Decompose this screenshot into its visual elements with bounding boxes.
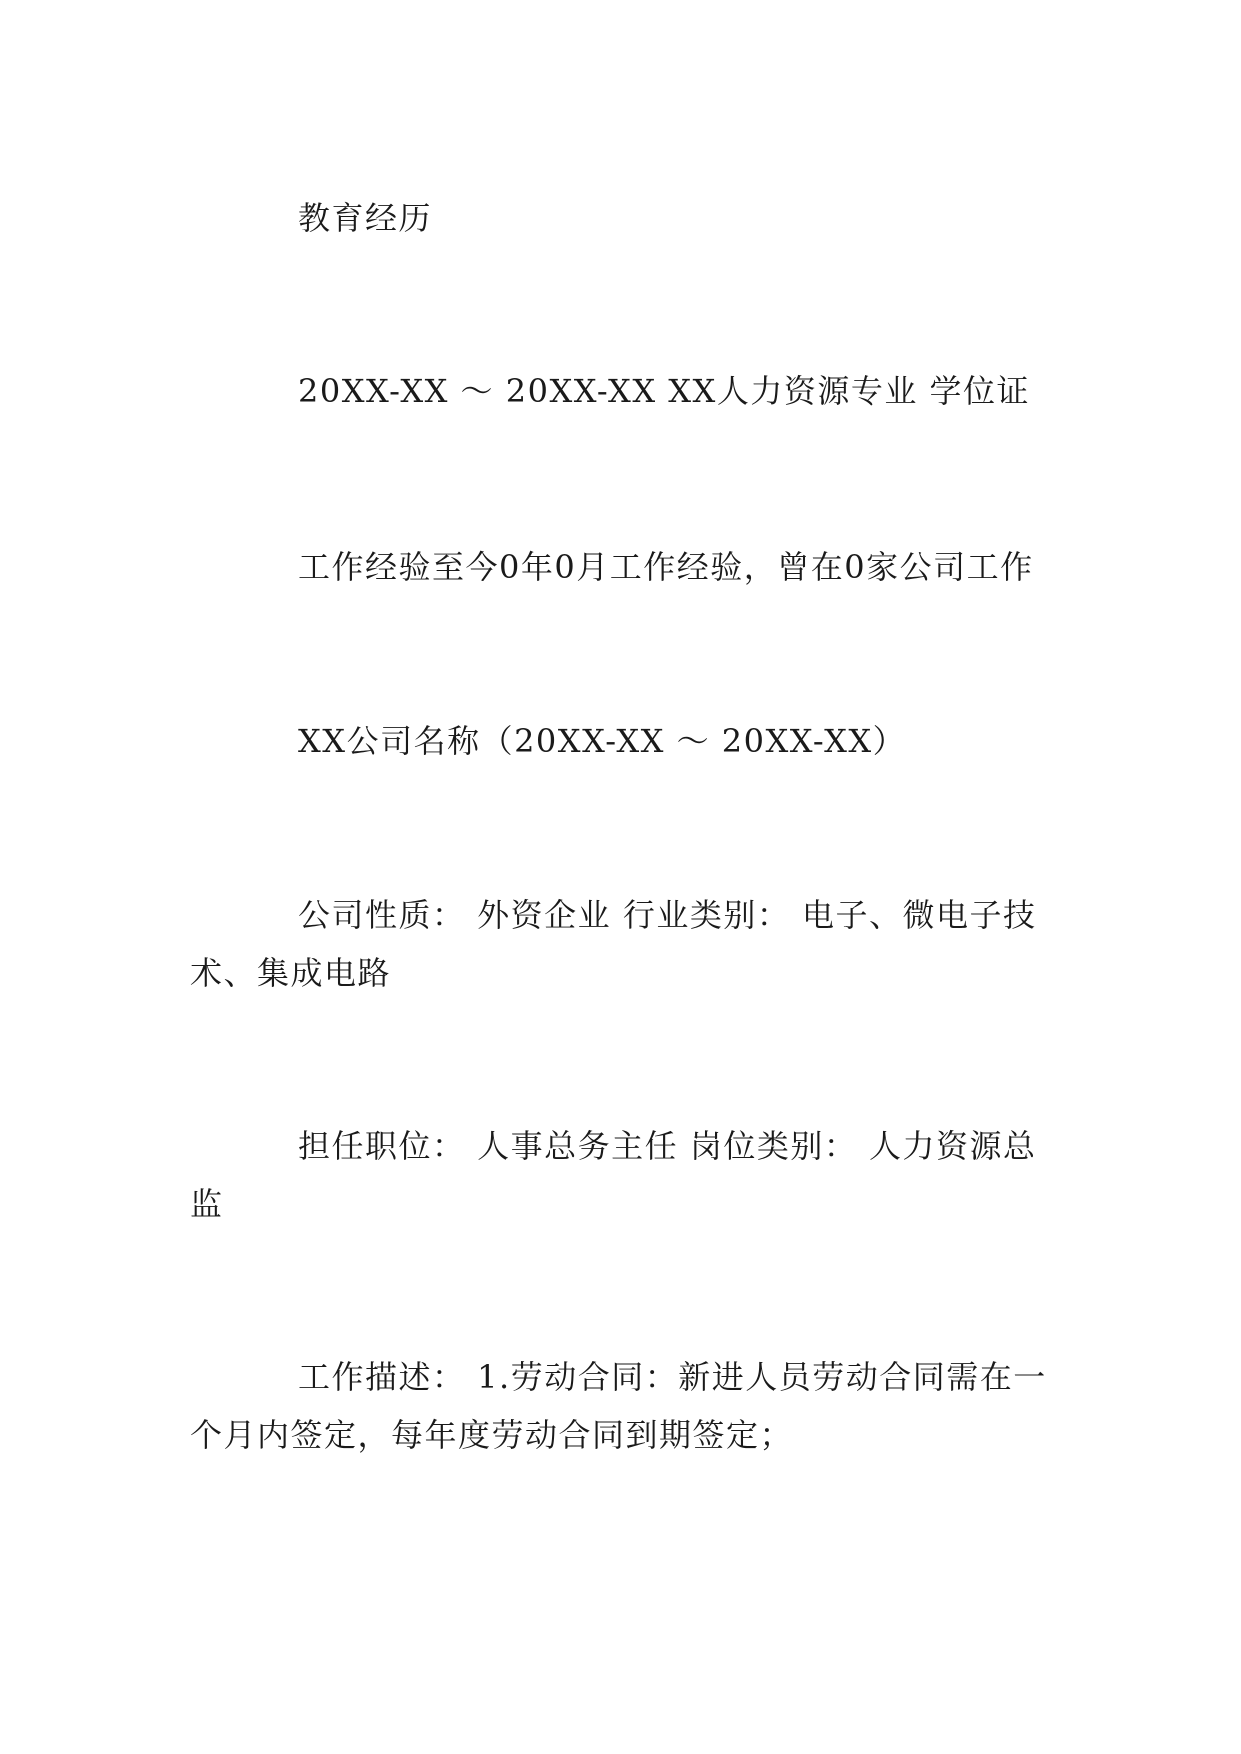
position-category: 担任职位： 人事总务主任 岗位类别： 人力资源总监 — [190, 1127, 1037, 1223]
section-heading-education: 教育经历 — [298, 199, 433, 237]
work-experience-summary: 工作经验至今0年0月工作经验，曾在0家公司工作 — [298, 548, 1034, 586]
education-entry: 20XX-XX ～ 20XX-XX XX人力资源专业 学位证 — [298, 372, 1031, 410]
company-name-period: XX公司名称（20XX-XX ～ 20XX-XX） — [298, 722, 907, 760]
job-description: 工作描述： 1.劳动合同：新进人员劳动合同需在一个月内签定，每年度劳动合同到期签定； — [190, 1358, 1047, 1454]
company-nature-industry: 公司性质： 外资企业 行业类别： 电子、微电子技术、集成电路 — [190, 896, 1037, 992]
